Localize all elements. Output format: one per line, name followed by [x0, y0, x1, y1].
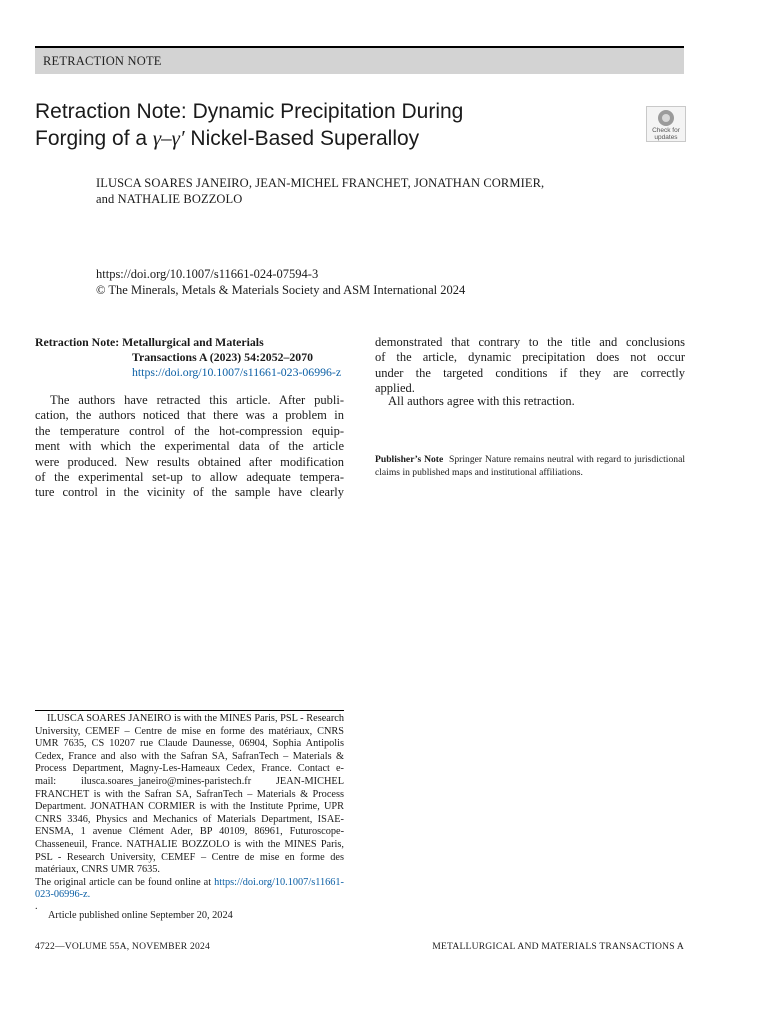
title-line-2: [35, 125, 595, 152]
article-meta: [96, 266, 465, 298]
article-title: [35, 98, 595, 152]
p2-line: demonstrated that contrary to the title and conclusions: [375, 335, 685, 349]
badge-line-1: Check for: [652, 127, 680, 134]
p1-line: ture control in the vicinity of the sample have clearly: [35, 485, 344, 500]
p2-line: applied.: [375, 381, 415, 396]
check-for-updates-icon: [658, 110, 674, 126]
authors-line-2: and NATHALIE BOZZOLO: [96, 192, 243, 206]
p1-line: the temperature control of the hot-compression equip-: [35, 423, 344, 438]
affiliations-text: ILUSCA SOARES JANEIRO is with the MINES Paris, PSL - Research University, CEMEF – Centre de mise en forme des matériaux, CNRS UMR 7635, CS 10207 rue Claude Daunesse, 06904, Sophia Antipolis Cedex, France and also with the Safran SA, SafranTech – Materials & Process Department, Magny-Les-Hameaux Cedex, France. Contact e-mail: ilusca.soares_janeiro@mines-paristech.fr JEAN-MICHEL FRANCHET is with the Safran SA, SafranTech – Materials & Process Department. JONATHAN CORMIER is with the Institute Pprime, UPR CNRS 3346, Physics and Mechanics of Materials Department, ISAE-ENSMA, 1 avenue Clément Ader, BP 40109, 86961, Futuroscope-Chasseneuil, France. NATHALIE BOZZOLO is with the MINES Paris, PSL - Research University, CEMEF – Centre de mise en forme des matériaux, CNRS UMR 7635.: [35, 713, 344, 876]
authors-line-1: ILUSCA SOARES JANEIRO, JEAN-MICHEL FRANCHET, JONATHAN CORMIER,: [96, 176, 545, 190]
copyright-line: © The Minerals, Metals & Materials Society and ASM International 2024: [96, 283, 466, 297]
original-article-pre: The original article can be found online at: [35, 876, 215, 888]
affiliations-footnote: [35, 713, 344, 912]
retraction-ref-doi-link[interactable]: https://doi.org/10.1007/s11661-023-06996-z: [132, 365, 342, 379]
title-math: γ–γ′: [152, 126, 185, 150]
title-line-2-pre: Forging of a: [35, 127, 153, 150]
footer-volume: 4722—VOLUME 55A, NOVEMBER 2024: [35, 941, 210, 952]
retraction-ref-journal: Transactions A (2023) 54:2052–2070: [132, 350, 313, 364]
footnote-dot: .: [35, 900, 38, 912]
p1-line: were produced. New results obtained after modification: [35, 454, 344, 469]
badge-line-2: updates: [654, 134, 678, 141]
check-for-updates-badge[interactable]: [646, 106, 686, 142]
publishers-note-label: Publisher’s Note: [375, 454, 444, 465]
article-doi[interactable]: https://doi.org/10.1007/s11661-024-07594-3: [96, 267, 319, 281]
author-list: [96, 175, 656, 207]
p1-line: cation, the authors noticed that there was a problem in: [35, 408, 344, 423]
publishers-note-text: Springer Nature remains neutral with regard to jurisdictional claims in published maps and institutional affiliations.: [375, 454, 685, 478]
p1-line: The authors have retracted this article. After publi-: [50, 393, 344, 407]
published-date: Article published online September 20, 2024: [48, 910, 233, 921]
body-paragraph-1: [35, 393, 344, 501]
footer-journal: METALLURGICAL AND MATERIALS TRANSACTIONS A: [432, 941, 684, 952]
body-paragraph-2: [375, 335, 685, 397]
retraction-ref-label: Retraction Note: Metallurgical and Materials: [35, 335, 264, 349]
badge-text: [647, 127, 685, 141]
title-line-1: Retraction Note: Dynamic Precipitation During: [35, 100, 464, 123]
p1-line: ment with which the experimental data of the article: [35, 439, 344, 454]
banner-label: RETRACTION NOTE: [43, 54, 162, 68]
p2-line: under the targeted conditions if they are correctly: [375, 365, 685, 380]
retraction-reference: [35, 335, 344, 380]
p2-line: of the article, dynamic precipitation does not occur: [375, 350, 685, 365]
section-banner: [35, 46, 684, 74]
original-article-link[interactable]: https://doi.org/10.1007/s11661-023-06996-z.: [35, 876, 344, 901]
body-paragraph-3: All authors agree with this retraction.: [388, 394, 575, 408]
title-line-2-post: Nickel-Based Superalloy: [184, 127, 420, 150]
p1-line: of the experimental set-up to allow adequate tempera-: [35, 470, 344, 485]
original-article-line: [35, 877, 344, 902]
publishers-note: [375, 453, 685, 479]
footnote-divider: [35, 710, 344, 711]
